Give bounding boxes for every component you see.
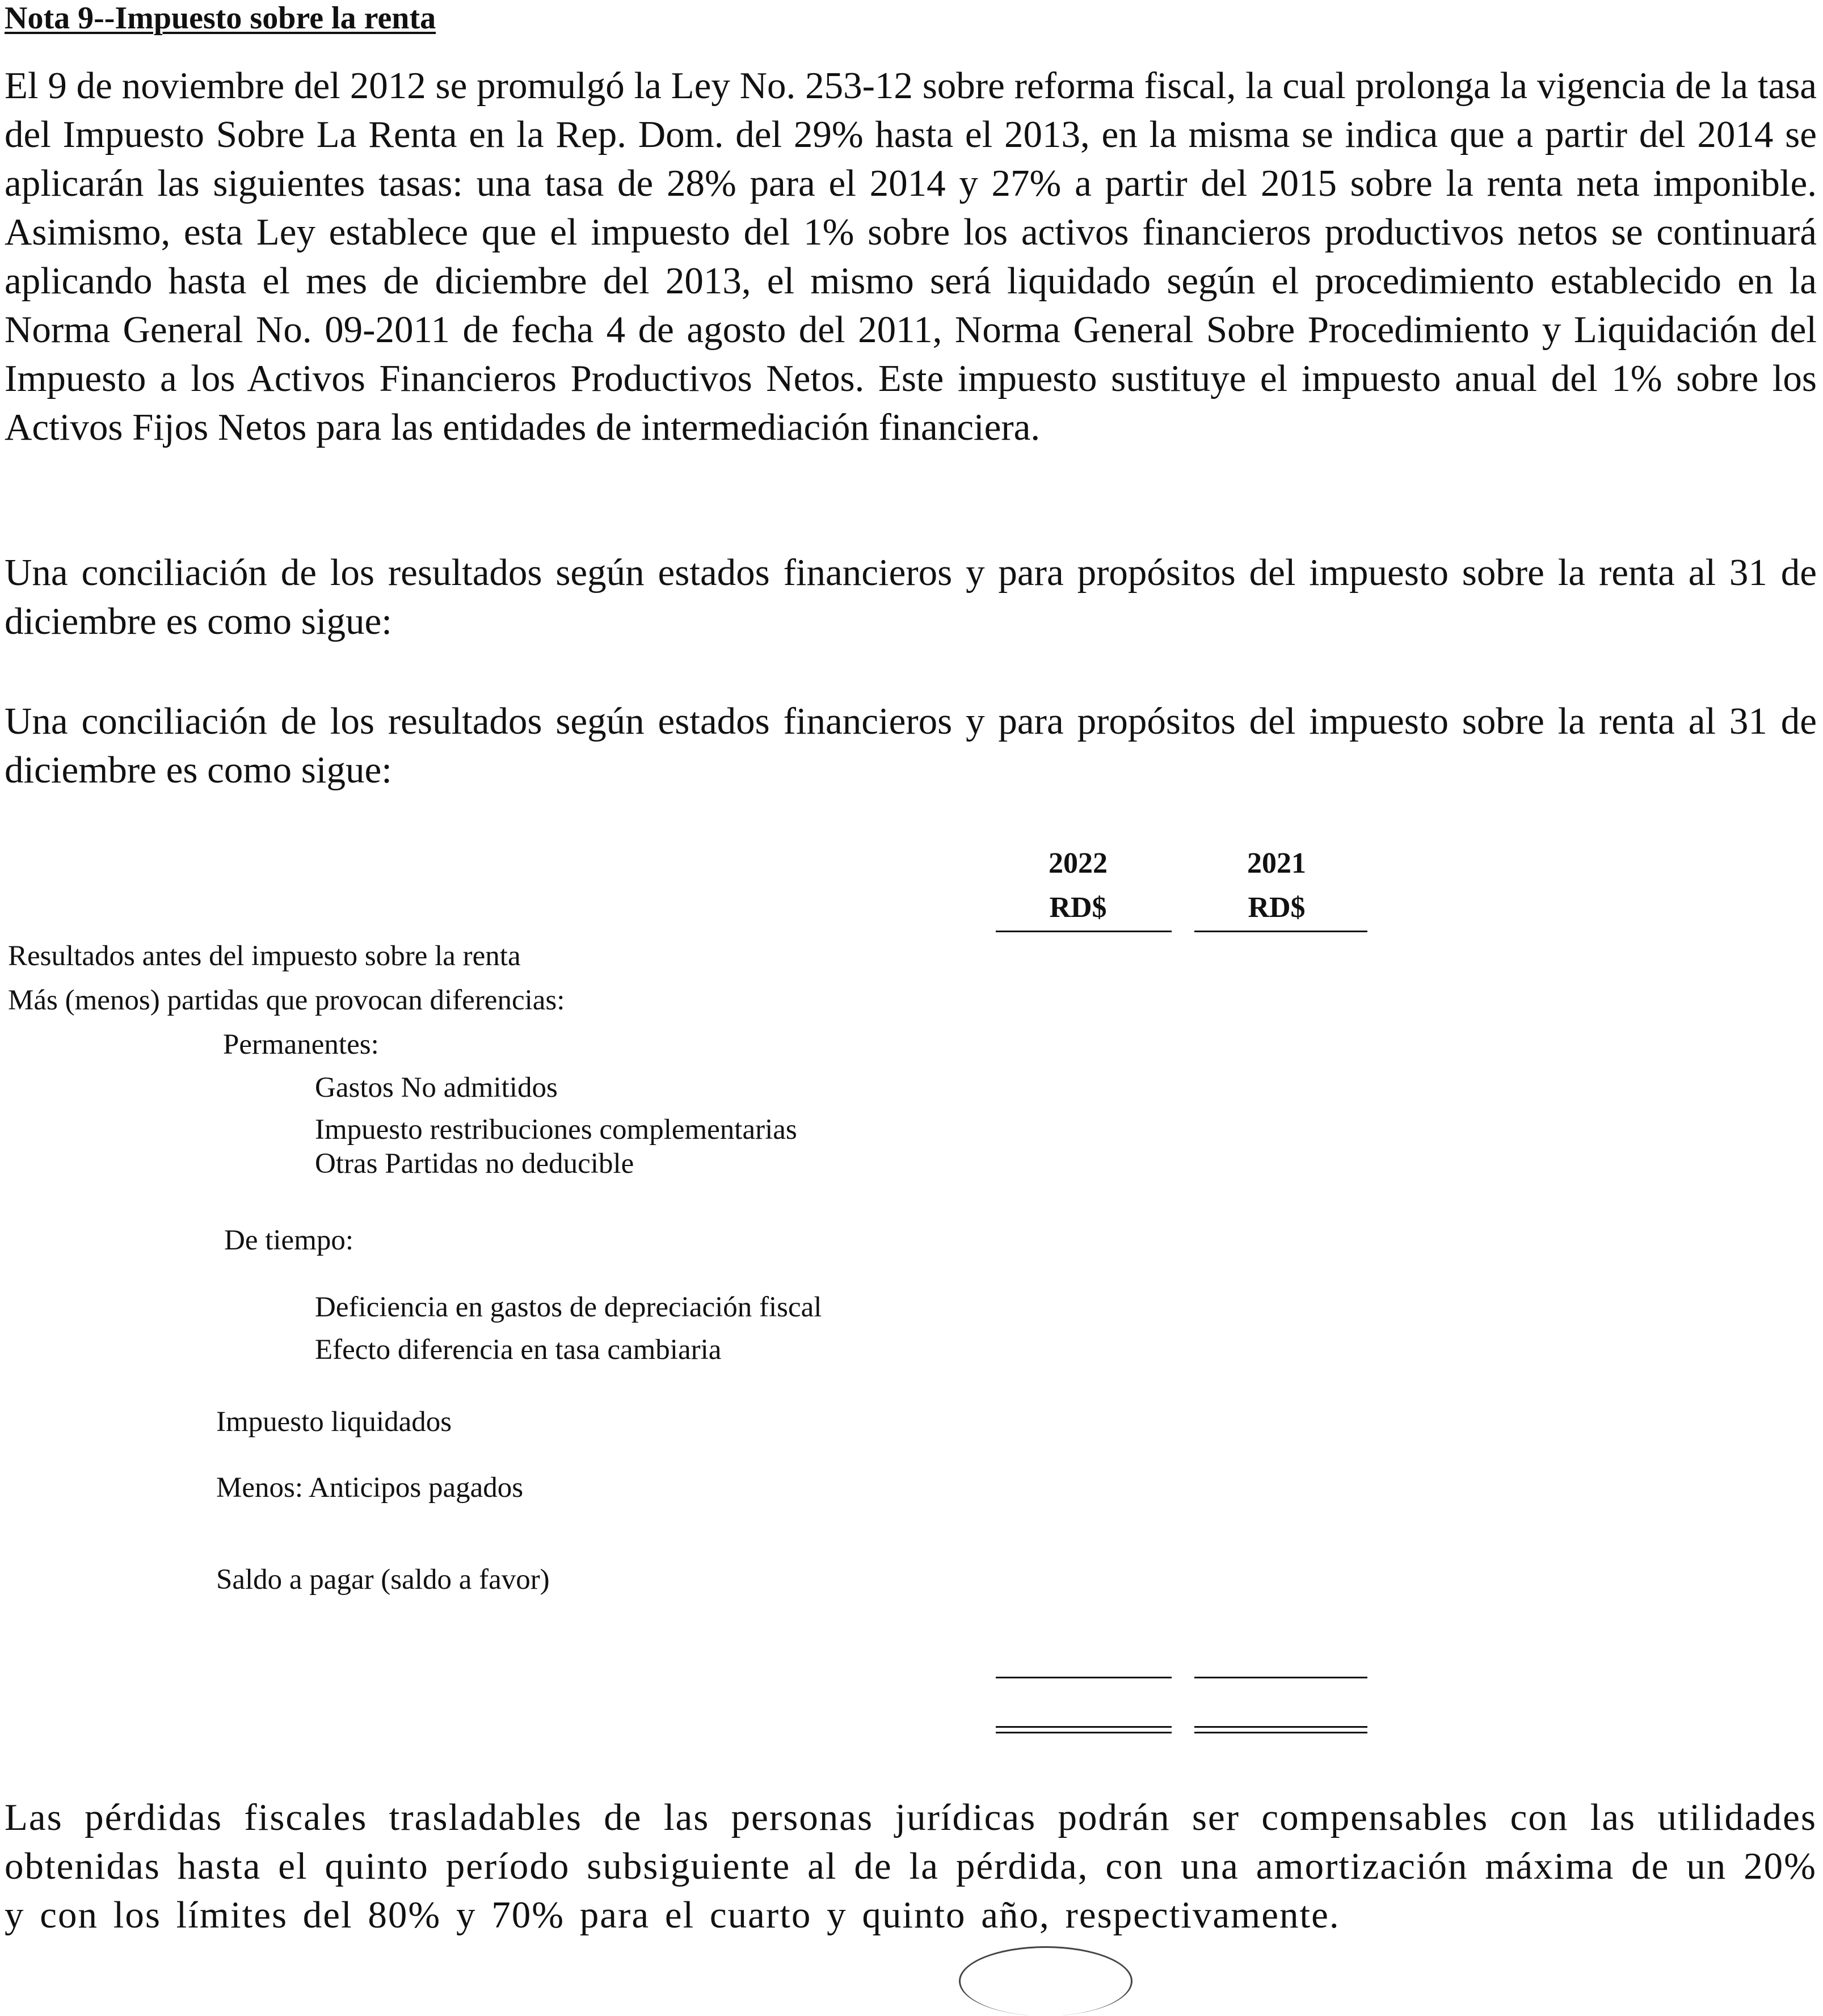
col-year-2022: 2022 [1049, 847, 1108, 879]
note-title: Nota 9--Impuesto sobre la renta [5, 1, 436, 36]
row-label: Impuesto liquidados [216, 1406, 452, 1438]
total-double-rule-2022-a [996, 1726, 1172, 1728]
row-label: Saldo a pagar (saldo a favor) [216, 1564, 550, 1596]
paragraph-reconciliation-intro-repeat: Una conciliación de los resultados según estados financieros y para propósitos del impuesto sobre la renta al 31 de diciembre es como sigue: [5, 700, 1817, 791]
row-label: Menos: Anticipos pagados [216, 1472, 524, 1504]
row-label: Impuesto restribuciones complementarias [315, 1114, 797, 1146]
row-label: Otras Partidas no deducible [315, 1148, 634, 1180]
col-year-2021: 2021 [1247, 847, 1306, 879]
row-label: Permanentes: [223, 1029, 379, 1060]
header-rule-2021 [1194, 931, 1367, 932]
row-label: Más (menos) partidas que provocan diferencias: [8, 984, 565, 1016]
row-label: Deficiencia en gastos de depreciación fiscal [315, 1291, 822, 1323]
stamp-mark [959, 1946, 1132, 2016]
row-label: De tiempo: [224, 1224, 354, 1256]
paragraph-reconciliation-intro: Una conciliación de los resultados según estados financieros y para propósitos del impuesto sobre la renta al 31 de diciembre es como sigue: [5, 552, 1817, 642]
total-double-rule-2022-b [996, 1732, 1172, 1733]
total-top-rule-2021 [1194, 1677, 1367, 1678]
paragraph-tax-losses: Las pérdidas fiscales trasladables de las personas jurídicas podrán ser compensables con las utilidades obtenidas hasta el quinto período subsiguiente al de la pérdida, con una amortización máxima de un 20% y con los límites del 80% y 70% para el cuarto y quinto año, respectivamente. [5, 1796, 1817, 1936]
col-currency-2021: RD$ [1248, 891, 1306, 924]
row-label: Efecto diferencia en tasa cambiaria [315, 1334, 722, 1366]
total-double-rule-2021-a [1194, 1726, 1367, 1728]
row-label: Resultados antes del impuesto sobre la renta [8, 940, 521, 972]
total-double-rule-2021-b [1194, 1732, 1367, 1733]
row-label: Gastos No admitidos [315, 1072, 558, 1104]
paragraph-tax-reform: El 9 de noviembre del 2012 se promulgó la Ley No. 253-12 sobre reforma fiscal, la cual prolonga la vigencia de la tasa del Impuesto Sobre La Renta en la Rep. Dom. del 29% hasta el 2013, en la misma se indica que a partir del 2014 se aplicarán las siguientes tasas: una tasa de 28% para el 2014 y 27% a partir del 2015 sobre la renta neta imponible. Asimismo, esta Ley establece que el impuesto del 1% sobre los activos financieros productivos netos se continuará aplicando hasta el mes de diciembre del 2013, el mismo será liquidado según el procedimiento establecido en la Norma General No. 09-2011 de fecha 4 de agosto del 2011, Norma General Sobre Procedimiento y Liquidación del Impuesto a los Activos Financieros Productivos Netos. Este impuesto sustituye el impuesto anual del 1% sobre los Activos Fijos Netos para las entidades de intermediación financiera. [5, 65, 1817, 448]
header-rule-2022 [996, 931, 1172, 932]
total-top-rule-2022 [996, 1677, 1172, 1678]
col-currency-2022: RD$ [1049, 891, 1107, 924]
